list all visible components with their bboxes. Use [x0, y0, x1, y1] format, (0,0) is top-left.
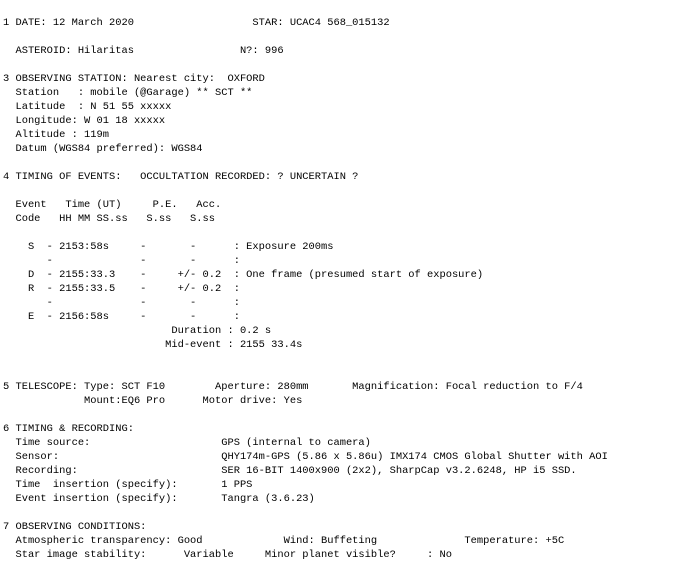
report-line-blank	[3, 30, 608, 44]
report-line-blank	[3, 184, 608, 198]
report-line-recording: Recording: SER 16-BIT 1400x900 (2x2), SharpCap v3.2.6248, HP i5 SSD.	[3, 465, 577, 477]
report-line-blank	[3, 408, 608, 422]
report-line-duration: Duration : 0.2 s	[3, 325, 272, 337]
report-line-blank	[3, 366, 608, 380]
report-line-mount: Mount:EQ6 Pro Motor drive: Yes	[3, 395, 303, 407]
report-line-longitude: Longitude: W 01 18 xxxxx	[3, 115, 166, 127]
report-line-telescope: 5 TELESCOPE: Type: SCT F10 Aperture: 280mm Magnification: Focal reduction to F/4	[3, 381, 583, 393]
report-line-event-insertion: Event insertion (specify): Tangra (3.6.23)	[3, 493, 315, 505]
report-line-event-r: R - 2155:33.5 - +/- 0.2 :	[3, 283, 240, 295]
report-line-conditions-heading: 7 OBSERVING CONDITIONS:	[3, 521, 147, 533]
report-line-time-insertion: Time insertion (specify): 1 PPS	[3, 479, 253, 491]
report-line-events-header-1: Event Time (UT) P.E. Acc.	[3, 199, 222, 211]
report-line-sensor: Sensor: QHY174m-GPS (5.86 x 5.86u) IMX174 CMOS Global Shutter with AOI	[3, 451, 608, 463]
report-line-time-source: Time source: GPS (internal to camera)	[3, 437, 371, 449]
report-line-asteroid: ASTEROID: Hilaritas N?: 996	[3, 45, 284, 57]
report-line-recording-heading: 6 TIMING & RECORDING:	[3, 423, 134, 435]
report-line-transparency: Atmospheric transparency: Good Wind: Buffeting Temperature: +5C	[3, 535, 565, 547]
report-line-latitude: Latitude : N 51 55 xxxxx	[3, 101, 172, 113]
report-line-blank	[3, 506, 608, 520]
report-line-event-e: E - 2156:58s - - :	[3, 311, 240, 323]
report-line-station: Station : mobile (@Garage) ** SCT **	[3, 87, 253, 99]
report-line-blank	[3, 226, 608, 240]
report-line-station-heading: 3 OBSERVING STATION: Nearest city: OXFORD	[3, 73, 265, 85]
report-line-event-d: D - 2155:33.3 - +/- 0.2 : One frame (presumed start of exposure)	[3, 269, 484, 281]
report-line-blank	[3, 156, 608, 170]
report-line-event-s: S - 2153:58s - - : Exposure 200ms	[3, 241, 334, 253]
report-line-event-empty: - - - :	[3, 255, 240, 267]
report-line-blank	[3, 352, 608, 366]
report-line-timing-heading: 4 TIMING OF EVENTS: OCCULTATION RECORDED: ? UNCERTAIN ?	[3, 171, 359, 183]
report-line-blank	[3, 58, 608, 72]
report-line-date-star: 1 DATE: 12 March 2020 STAR: UCAC4 568_015132	[3, 17, 390, 29]
report-line-altitude: Altitude : 119m	[3, 129, 110, 141]
occultation-report	[3, 16, 608, 562]
report-line-datum: Datum (WGS84 preferred): WGS84	[3, 143, 203, 155]
report-line-event-empty: - - - :	[3, 297, 240, 309]
report-line-mid-event: Mid-event : 2155 33.4s	[3, 339, 303, 351]
report-line-stability: Star image stability: Variable Minor planet visible? : No	[3, 549, 452, 561]
report-line-events-header-2: Code HH MM SS.ss S.ss S.ss	[3, 213, 216, 225]
